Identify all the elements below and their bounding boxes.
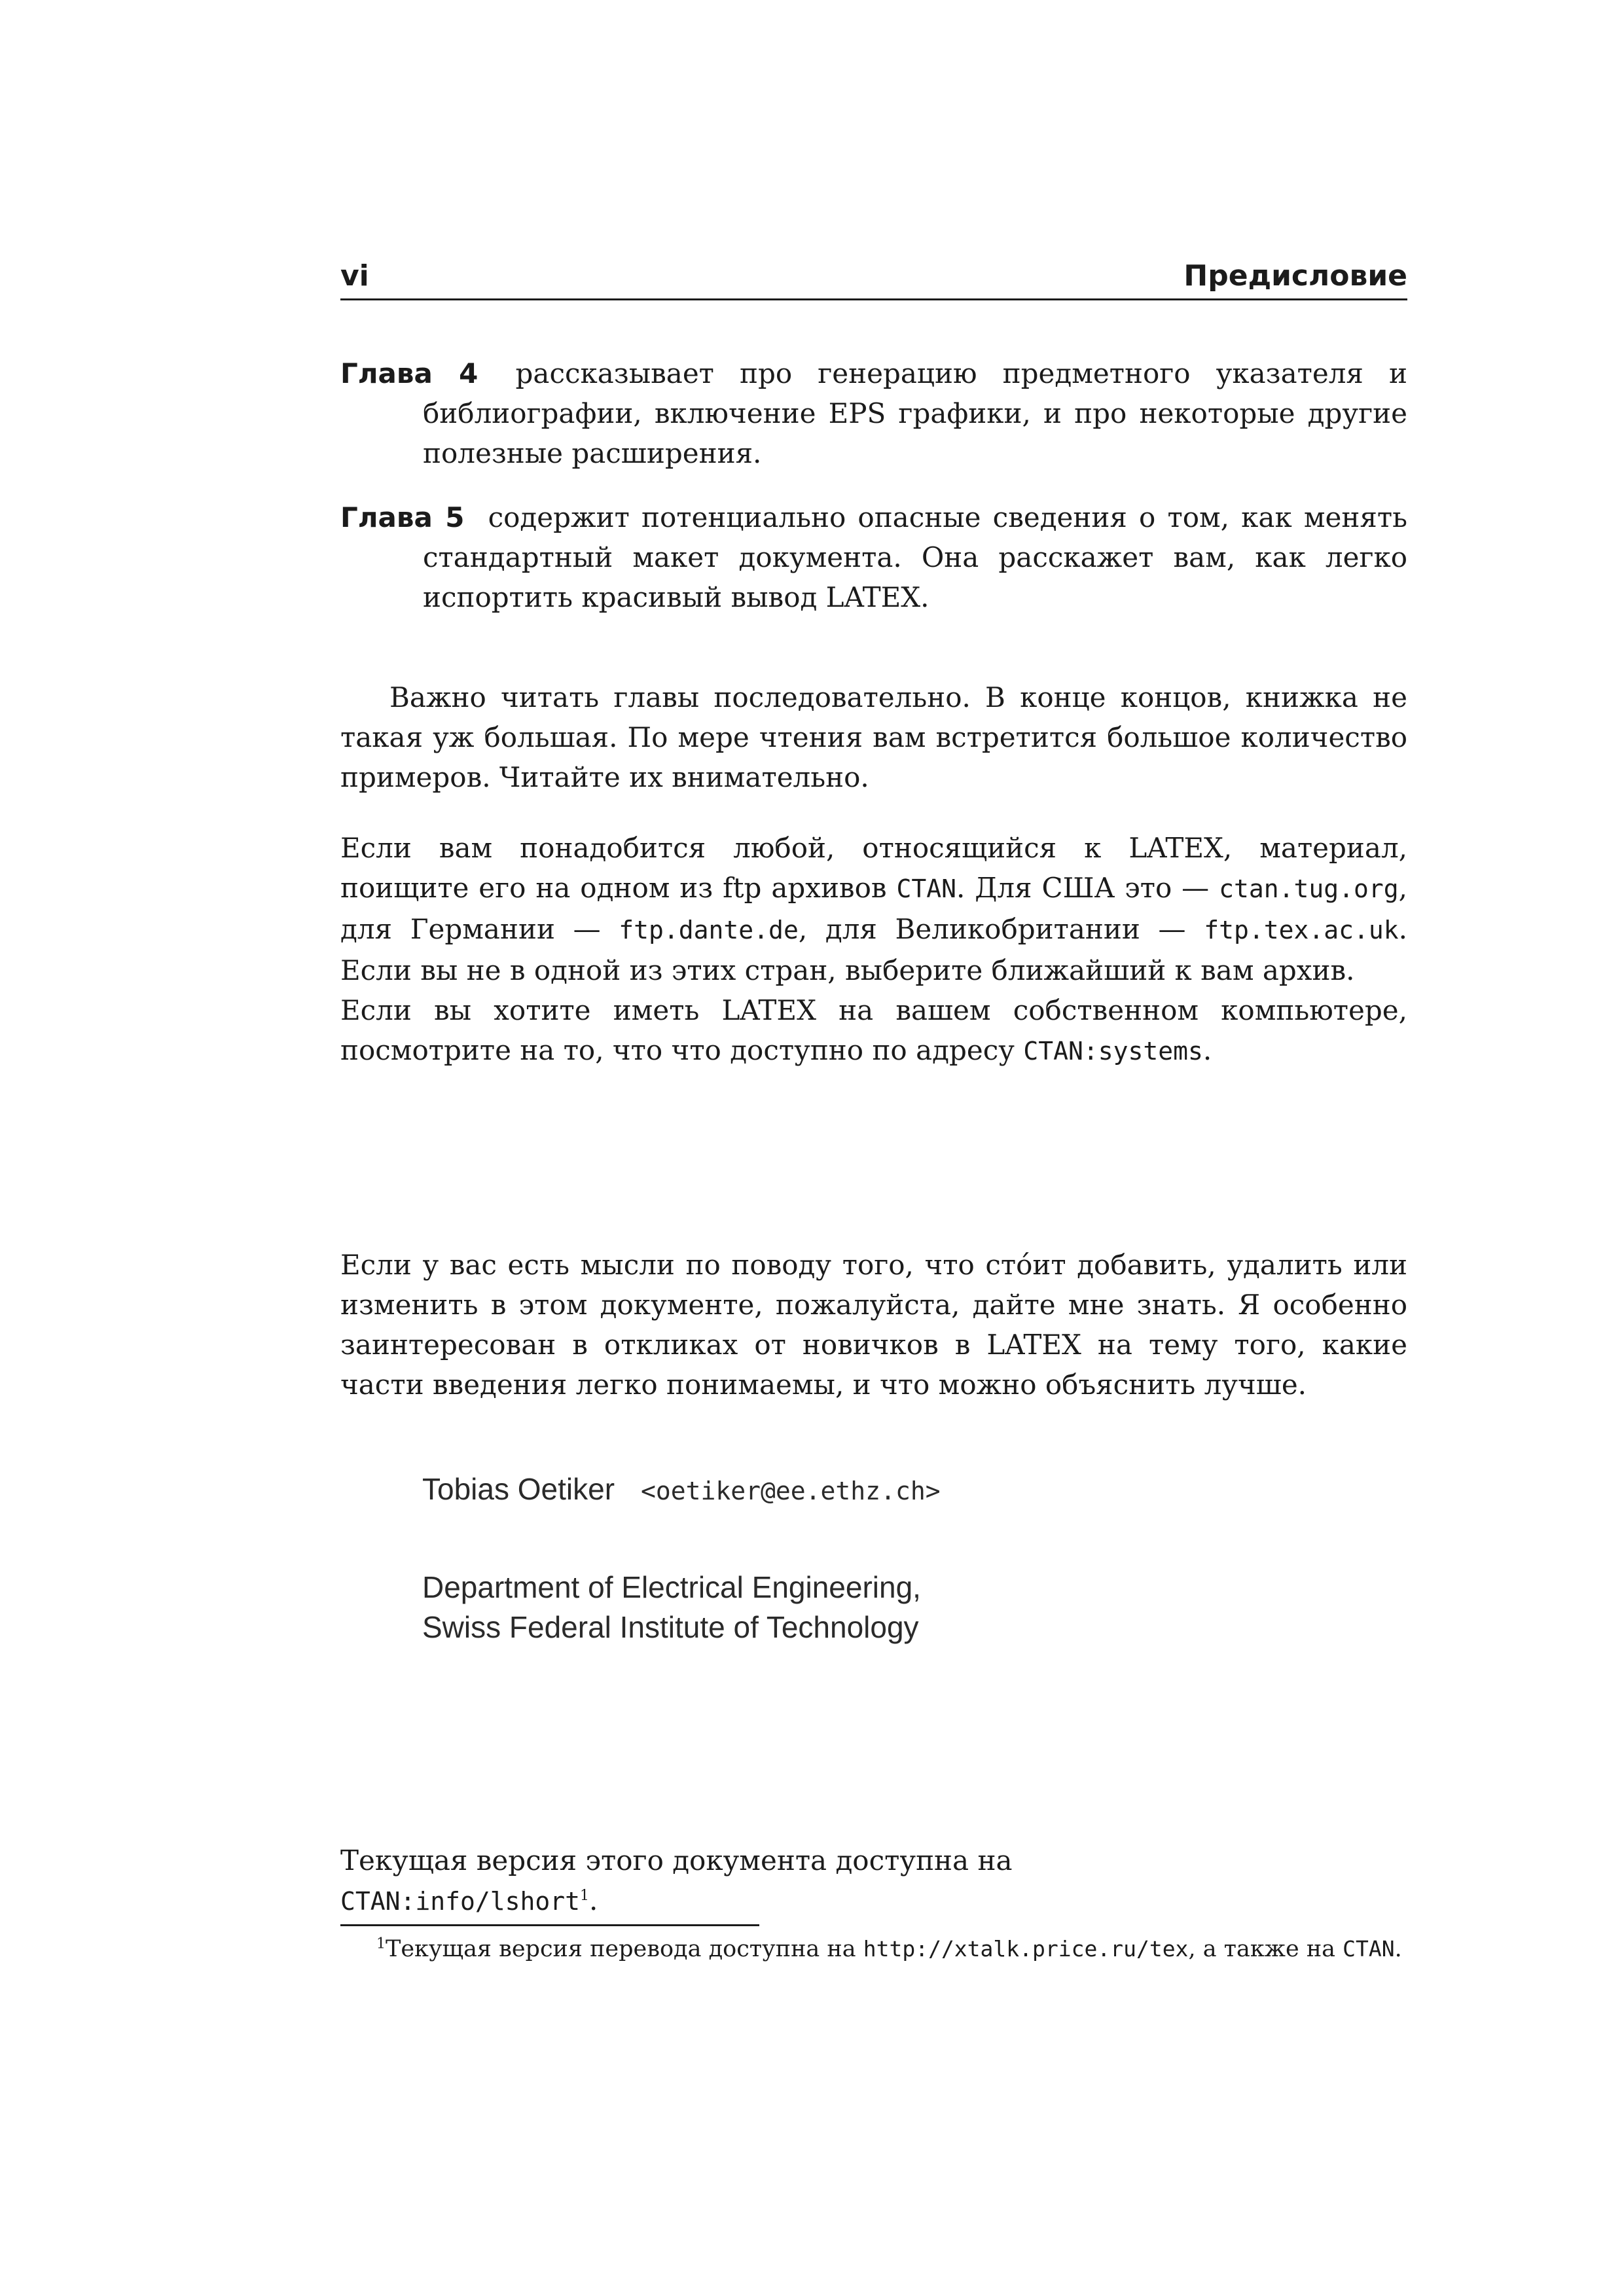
chapter-label: Глава 5 <box>340 501 465 533</box>
chapter-label: Глава 4 <box>340 357 478 389</box>
text-segment: . Если вы не в одной из этих стран, выберите ближайший к вам архив. <box>340 913 1408 986</box>
text-segment: . <box>589 1884 598 1916</box>
text-segment: . Для США это — <box>956 872 1210 904</box>
install-paragraph <box>340 990 1407 1071</box>
page-number: vi <box>340 259 369 293</box>
uk-mirror: ftp.tex.ac.uk <box>1204 916 1399 944</box>
text-segment: , для Великобритании — <box>798 913 1186 945</box>
text-segment: Текущая версия перевода доступна на <box>386 1936 856 1962</box>
ctan-link: CTAN <box>896 874 956 903</box>
feedback-paragraph <box>340 1245 1407 1405</box>
lshort-link: CTAN:info/lshort <box>340 1887 581 1916</box>
text-segment: , а также на <box>1188 1936 1336 1962</box>
usa-mirror: ctan.tug.org <box>1219 874 1399 903</box>
footnote-mark: 1 <box>580 1888 590 1904</box>
text-segment: , для Германии — <box>340 872 1407 945</box>
paragraph-text <box>340 1840 1407 1922</box>
paragraph-text: Если у вас есть мысли по поводу того, что стóит добавить, удалить или изменить в этом документе, пожалуйста, дайте мне знать. Я особенно заинтересован в откликах от новичков в LATEX на тему того, какие части введения легко понимаемы, и что можно объяснить лучше. <box>340 1249 1407 1401</box>
author-name: Tobias Oetiker <box>422 1472 615 1506</box>
germany-mirror: ftp.dante.de <box>619 916 799 944</box>
text-segment: Если вам понадобится любой, относящийся к LATEX, материал, поищите его на одном из ftp архивов <box>340 832 1407 904</box>
paragraph-text: Важно читать главы последовательно. В конце концов, книжка не такая уж большая. По мере чтения вам встретится большое количество примеров. Читайте их внимательно. <box>340 681 1407 793</box>
text-segment: Если вы хотите иметь LATEX на вашем собственном компьютере, посмотрите на то, что что доступно по адресу <box>340 994 1407 1066</box>
affiliation <box>422 1568 921 1647</box>
department: Department of Electrical Engineering, <box>422 1570 921 1604</box>
ctan-systems-link: CTAN:systems <box>1023 1037 1203 1066</box>
chapter-text: содержит потенциально опасные сведения о том, как менять стандартный макет документа. Она расскажет вам, как легко испортить красивый вывод LATEX. <box>423 501 1407 613</box>
current-version-note <box>340 1840 1407 1922</box>
chapter-text: рассказывает про генерацию предметного указателя и библиографии, включение EPS графики, и про некоторые другие полезные расширения. <box>423 357 1407 469</box>
chapter-5-description <box>340 497 1407 617</box>
author-email: <oetiker@ee.ethz.ch> <box>641 1477 941 1505</box>
running-header <box>340 254 1407 300</box>
section-title: Предисловие <box>1183 259 1407 293</box>
footnote-number: 1 <box>376 1935 386 1952</box>
reading-order-paragraph <box>340 677 1407 797</box>
footnote-rule <box>340 1924 759 1926</box>
text-segment: . <box>1202 1034 1212 1066</box>
chapter-4-description <box>340 353 1407 473</box>
translation-url: http://xtalk.price.ru/tex <box>863 1936 1189 1962</box>
ctan-paragraph <box>340 828 1407 1071</box>
footnote <box>376 1933 1411 1965</box>
text-segment: . <box>1394 1936 1402 1962</box>
institute: Swiss Federal Institute of Technology <box>422 1610 919 1644</box>
text-segment: Текущая версия этого документа доступна на <box>340 1844 1013 1876</box>
author-signature <box>422 1469 941 1511</box>
paragraph-text <box>340 828 1407 990</box>
ctan-link: CTAN <box>1343 1936 1395 1962</box>
